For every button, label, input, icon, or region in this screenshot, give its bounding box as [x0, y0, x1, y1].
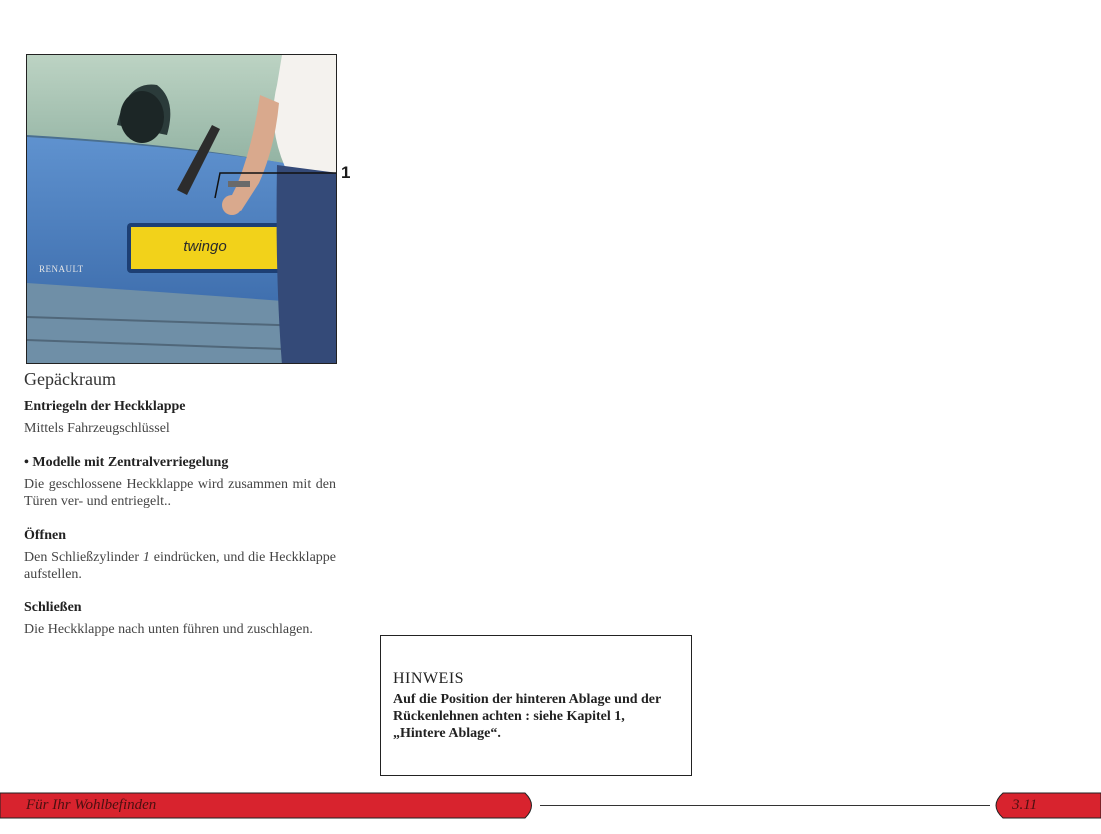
footer-chapter-title: Für Ihr Wohlbefinden — [26, 797, 157, 813]
close-text: Die Heckklappe nach unten führen und zuschlagen. — [24, 622, 313, 637]
open-text-part-2: eindrücken, und die Heckklappe aufstellen. — [24, 550, 336, 582]
unlock-text: Mittels Fahrzeugschlüssel — [24, 421, 170, 436]
note-body: Auf die Position der hinteren Ablage und der Rückenlehnen achten : siehe Kapitel 1, „Hintere Ablage“. — [393, 692, 661, 741]
open-text — [24, 549, 336, 583]
footer-rule — [540, 805, 990, 806]
tailgate-illustration — [27, 55, 337, 364]
section-title: Gepäckraum — [24, 369, 116, 389]
close-heading: Schließen — [24, 600, 82, 615]
central-locking-heading: • Modelle mit Zentralverriegelung — [24, 455, 229, 470]
callout-number: 1 — [341, 163, 351, 182]
page-number-tab — [985, 792, 1101, 819]
brand-text: RENAULT — [39, 264, 84, 274]
page-number: 3.11 — [1012, 797, 1038, 813]
badge-text: twingo — [183, 238, 227, 255]
open-text-part-1: Den Schließzylinder — [24, 550, 143, 565]
note-title: HINWEIS — [393, 670, 465, 687]
unlock-heading: Entriegeln der Heckklappe — [24, 399, 186, 414]
open-heading: Öffnen — [24, 528, 66, 543]
central-locking-text: Die geschlossene Heckklappe wird zusammen mit den Türen ver- und entriegelt.. — [24, 477, 336, 509]
note-box — [380, 635, 692, 776]
tailgate-photo — [26, 54, 337, 364]
open-text-ref-number: 1 — [142, 550, 150, 565]
